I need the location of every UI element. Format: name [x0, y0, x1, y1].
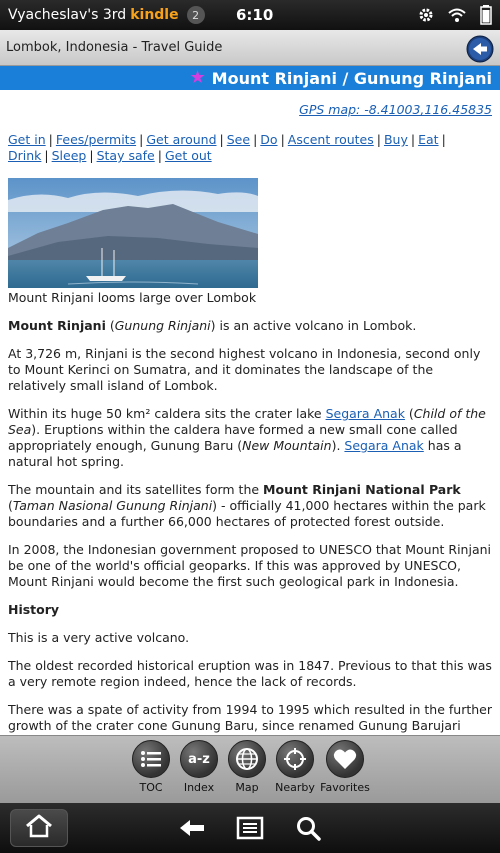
paragraph-oldest-eruption: The oldest recorded historical eruption was in 1847. Previous to that this was a very remote region indeed, hence the lack of records.	[8, 658, 492, 689]
italic-term: Gunung Rinjani	[114, 318, 211, 333]
home-button[interactable]	[10, 809, 68, 847]
paragraph-height: At 3,726 m, Rinjani is the second highest volcano in Indonesia, second only to Mount Kerinci on Sumatra, and it dominates the landscape of the relatively small island of Lombok.	[8, 346, 481, 393]
crosshair-icon	[276, 740, 314, 778]
nav-link-stay-safe[interactable]: Stay safe	[96, 148, 155, 163]
heart-icon	[326, 740, 364, 778]
toc-label: TOC	[139, 781, 163, 794]
paragraph-unesco: In 2008, the Indonesian government proposed to UNESCO that Mount Rinjani be one of the world's official geoparks. If this was approved by UNESCO, Mount Rinjani would become the first such geological park in Indonesia.	[8, 542, 492, 589]
section-nav: Get in | Fees/permits | Get around | See | Do | Ascent routes | Buy | Eat | Drink | Sleep | Stay safe | Get out	[8, 132, 446, 163]
bold-term: Mount Rinjani	[8, 318, 106, 333]
page-title: Mount Rinjani / Gunung Rinjani	[211, 68, 492, 88]
history-heading: History	[8, 602, 60, 617]
notification-badge[interactable]: 2	[187, 6, 205, 24]
settings-icon[interactable]	[418, 7, 434, 27]
menu-icon[interactable]	[237, 816, 263, 840]
gps-map-link[interactable]: GPS map: -8.41003,116.45835	[299, 102, 492, 117]
paragraph-intro: Mount Rinjani (Gunung Rinjani) is an active volcano in Lombok.	[8, 318, 417, 333]
image-caption: Mount Rinjani looms large over Lombok	[8, 290, 257, 305]
nav-link-eat[interactable]: Eat	[418, 132, 439, 147]
nav-link-fees[interactable]: Fees/permits	[55, 132, 137, 147]
paragraph-text: Within its huge 50 km² caldera sits the crater lake	[8, 406, 322, 421]
back-arrow-icon[interactable]	[466, 35, 494, 63]
map-button[interactable]	[222, 740, 272, 802]
italic-term: Taman Nasional Gunung Rinjani	[12, 498, 213, 513]
paragraph-caldera: Within its huge 50 km² caldera sits the crater lake Segara Anak (Child of the Sea). Eruptions within the caldera have formed a new small cone called appropriately enough, Gunung Baru (New Mountain). Segara Anak has a natural hot spring.	[8, 406, 486, 469]
article-content[interactable]	[0, 90, 500, 735]
index-button[interactable]	[174, 740, 224, 802]
nearby-button[interactable]	[270, 740, 320, 802]
globe-icon	[228, 740, 266, 778]
wifi-icon	[448, 7, 466, 27]
toc-button[interactable]	[126, 740, 176, 802]
nav-link-ascent-routes[interactable]: Ascent routes	[287, 132, 374, 147]
back-icon[interactable]	[178, 816, 204, 840]
nav-link-see[interactable]: See	[226, 132, 251, 147]
nav-link-buy[interactable]: Buy	[383, 132, 408, 147]
bottom-toolbar	[0, 735, 500, 803]
paragraph-national-park: The mountain and its satellites form the Mount Rinjani National Park (Taman Nasional Gunung Rinjani) - officially 41,000 hectares within the park boundaries and a further 66,000 hectares of protected forest outside.	[8, 482, 486, 529]
paragraph-text: There was a spate of activity from 1994 to 1995 which resulted in the further growth of the crater cone Gunung Baru, since renamed Gunung Barujari	[8, 702, 492, 733]
map-label: Map	[235, 781, 259, 794]
home-icon	[25, 814, 53, 842]
battery-icon	[480, 5, 492, 29]
nav-link-sleep[interactable]: Sleep	[51, 148, 87, 163]
nav-link-drink[interactable]: Drink	[8, 148, 42, 163]
paragraph-active: This is a very active volcano.	[8, 630, 190, 645]
az-icon: a-z	[180, 740, 218, 778]
favorites-label: Favorites	[320, 781, 370, 794]
star-icon[interactable]: ★	[189, 67, 206, 88]
system-nav-bar	[0, 803, 500, 853]
status-bar	[0, 0, 500, 30]
search-icon[interactable]	[296, 816, 322, 840]
page-header	[0, 66, 500, 90]
italic-term: Child of the Sea	[8, 406, 486, 437]
list-icon	[132, 740, 170, 778]
app-title-bar	[0, 30, 500, 66]
favorites-button[interactable]	[320, 740, 370, 802]
paragraph-text: Eruptions within the caldera have formed a new small cone called appropriately enough, Gunung Baru (	[8, 422, 458, 453]
device-name: Vyacheslav's 3rd	[8, 7, 127, 23]
italic-term: New Mountain	[242, 438, 332, 453]
paragraph-text: is an active volcano in Lombok.	[219, 318, 417, 333]
kindle-label: kindle	[130, 7, 179, 23]
app-title: Lombok, Indonesia - Travel Guide	[6, 40, 223, 55]
index-label: Index	[183, 781, 215, 794]
nearby-label: Nearby	[275, 781, 315, 794]
clock: 6:10	[236, 6, 274, 24]
paragraph-text: has a natural hot spring.	[8, 438, 462, 469]
paragraph-text: - officially 41,000 hectares within the park boundaries and a further 66,000 hectares of protected forest outside.	[8, 498, 486, 529]
segara-anak-link[interactable]: Segara Anak	[325, 406, 405, 421]
paragraph-text: The mountain and its satellites form the	[8, 482, 260, 497]
nav-link-get-in[interactable]: Get in	[8, 132, 46, 147]
nav-link-do[interactable]: Do	[260, 132, 278, 147]
nav-link-get-around[interactable]: Get around	[146, 132, 217, 147]
mount-rinjani-photo[interactable]	[8, 178, 258, 288]
gps-link-row	[8, 102, 492, 118]
bold-term: Mount Rinjani National Park	[263, 482, 461, 497]
nav-link-get-out[interactable]: Get out	[164, 148, 212, 163]
segara-anak-link-2[interactable]: Segara Anak	[344, 438, 424, 453]
